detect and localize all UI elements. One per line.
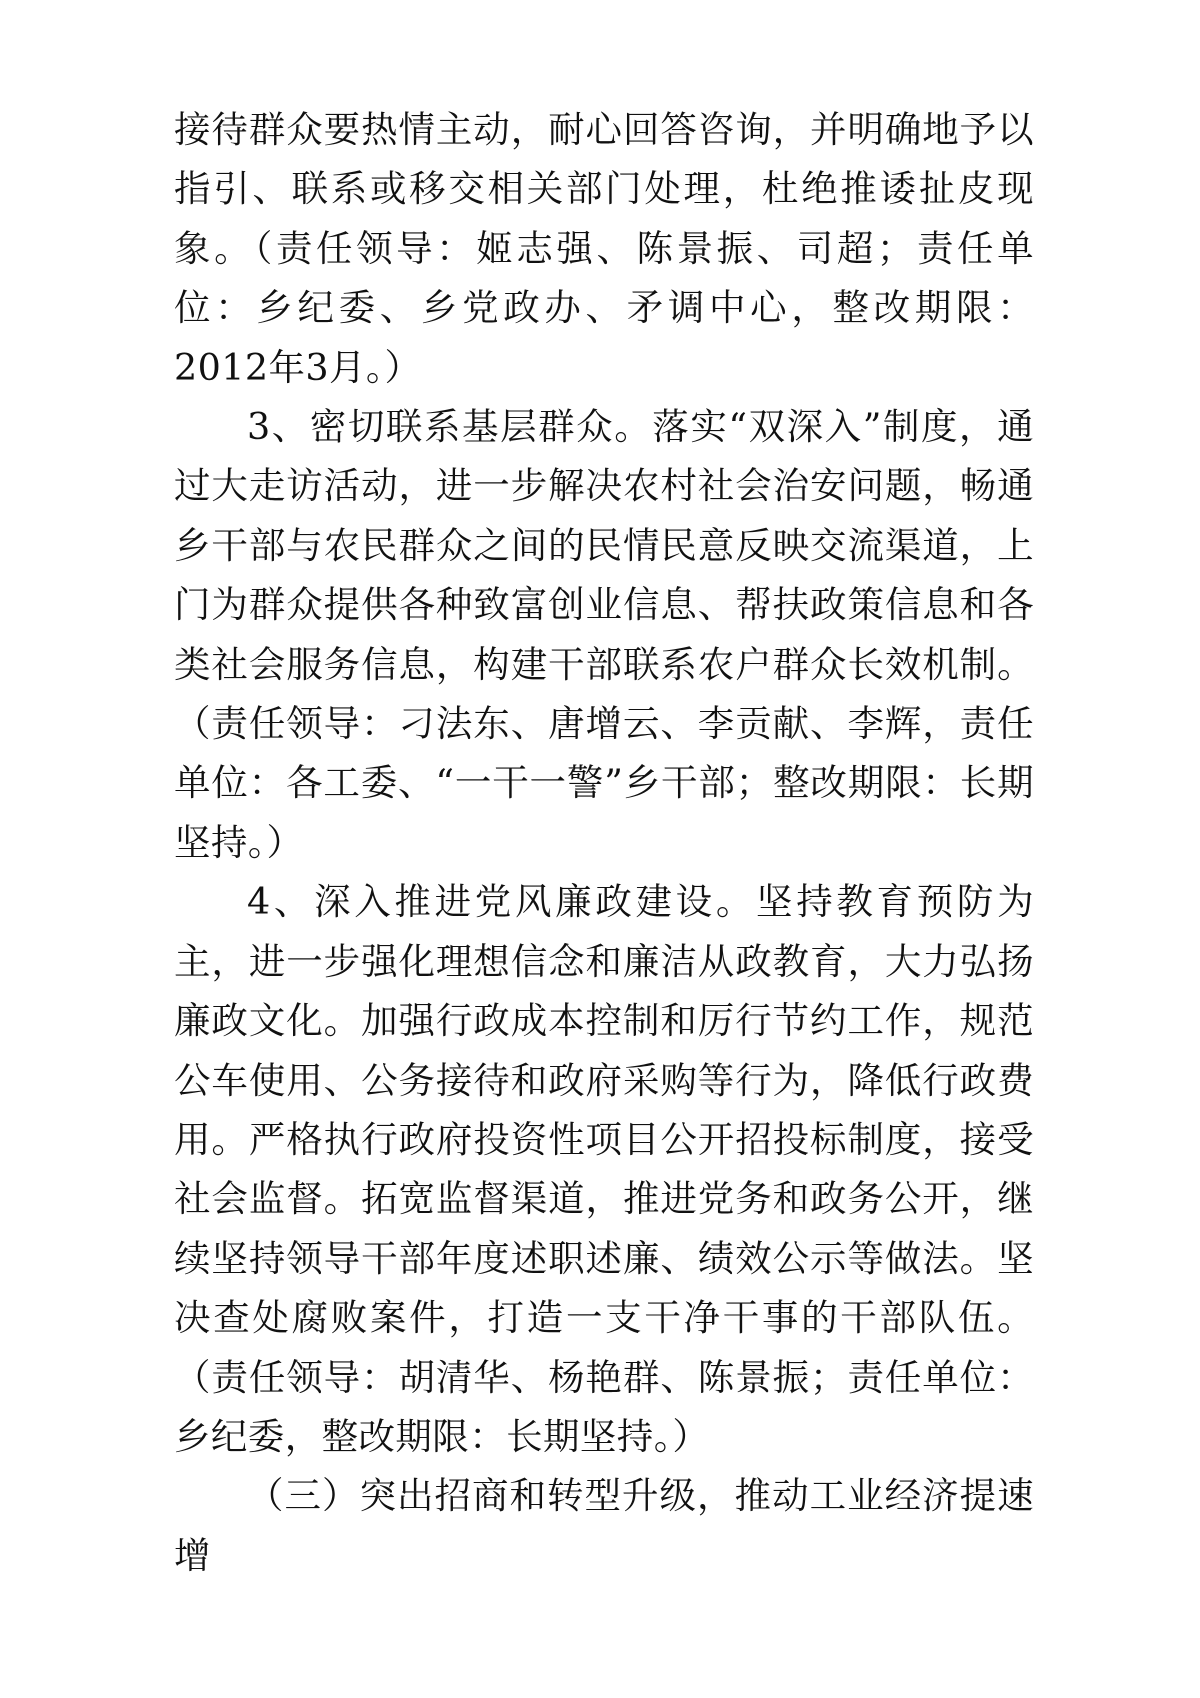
- section-heading-3: （三）突出招商和转型升级，推动工业经济提速增: [174, 1474, 1034, 1577]
- document-body: [174, 100, 1034, 1585]
- paragraph-item-3: 3、密切联系基层群众。落实“双深入”制度，通过大走访活动，进一步解决农村社会治安问题，畅通乡干部与农民群众之间的民情民意反映交流渠道，上门为群众提供各种致富创业信息、帮扶政策信息和各类社会服务信息，构建干部联系农户群众长效机制。（责任领导：刁法东、唐增云、李贡献、李辉，责任单位：各工委、“一干一警”乡干部；整改期限：长期坚持。）: [174, 405, 1034, 864]
- paragraph-item-4: 4、深入推进党风廉政建设。坚持教育预防为主，进一步强化理想信念和廉洁从政教育，大力弘扬廉政文化。加强行政成本控制和厉行节约工作，规范公车使用、公务接待和政府采购等行为，降低行政费用。严格执行政府投资性项目公开招投标制度，接受社会监督。拓宽监督渠道，推进党务和政务公开，继续坚持领导干部年度述职述廉、绩效公示等做法。坚决查处腐败案件，打造一支干净干事的干部队伍。（责任领导：胡清华、杨艳群、陈景振；责任单位：乡纪委，整改期限：长期坚持。）: [174, 880, 1034, 1458]
- paragraph-continuation: 接待群众要热情主动，耐心回答咨询，并明确地予以指引、联系或移交相关部门处理，杜绝推诿扯皮现象。（责任领导：姬志强、陈景振、司超；责任单位：乡纪委、乡党政办、矛调中心，整改期限：2012年3月。）: [174, 108, 1034, 389]
